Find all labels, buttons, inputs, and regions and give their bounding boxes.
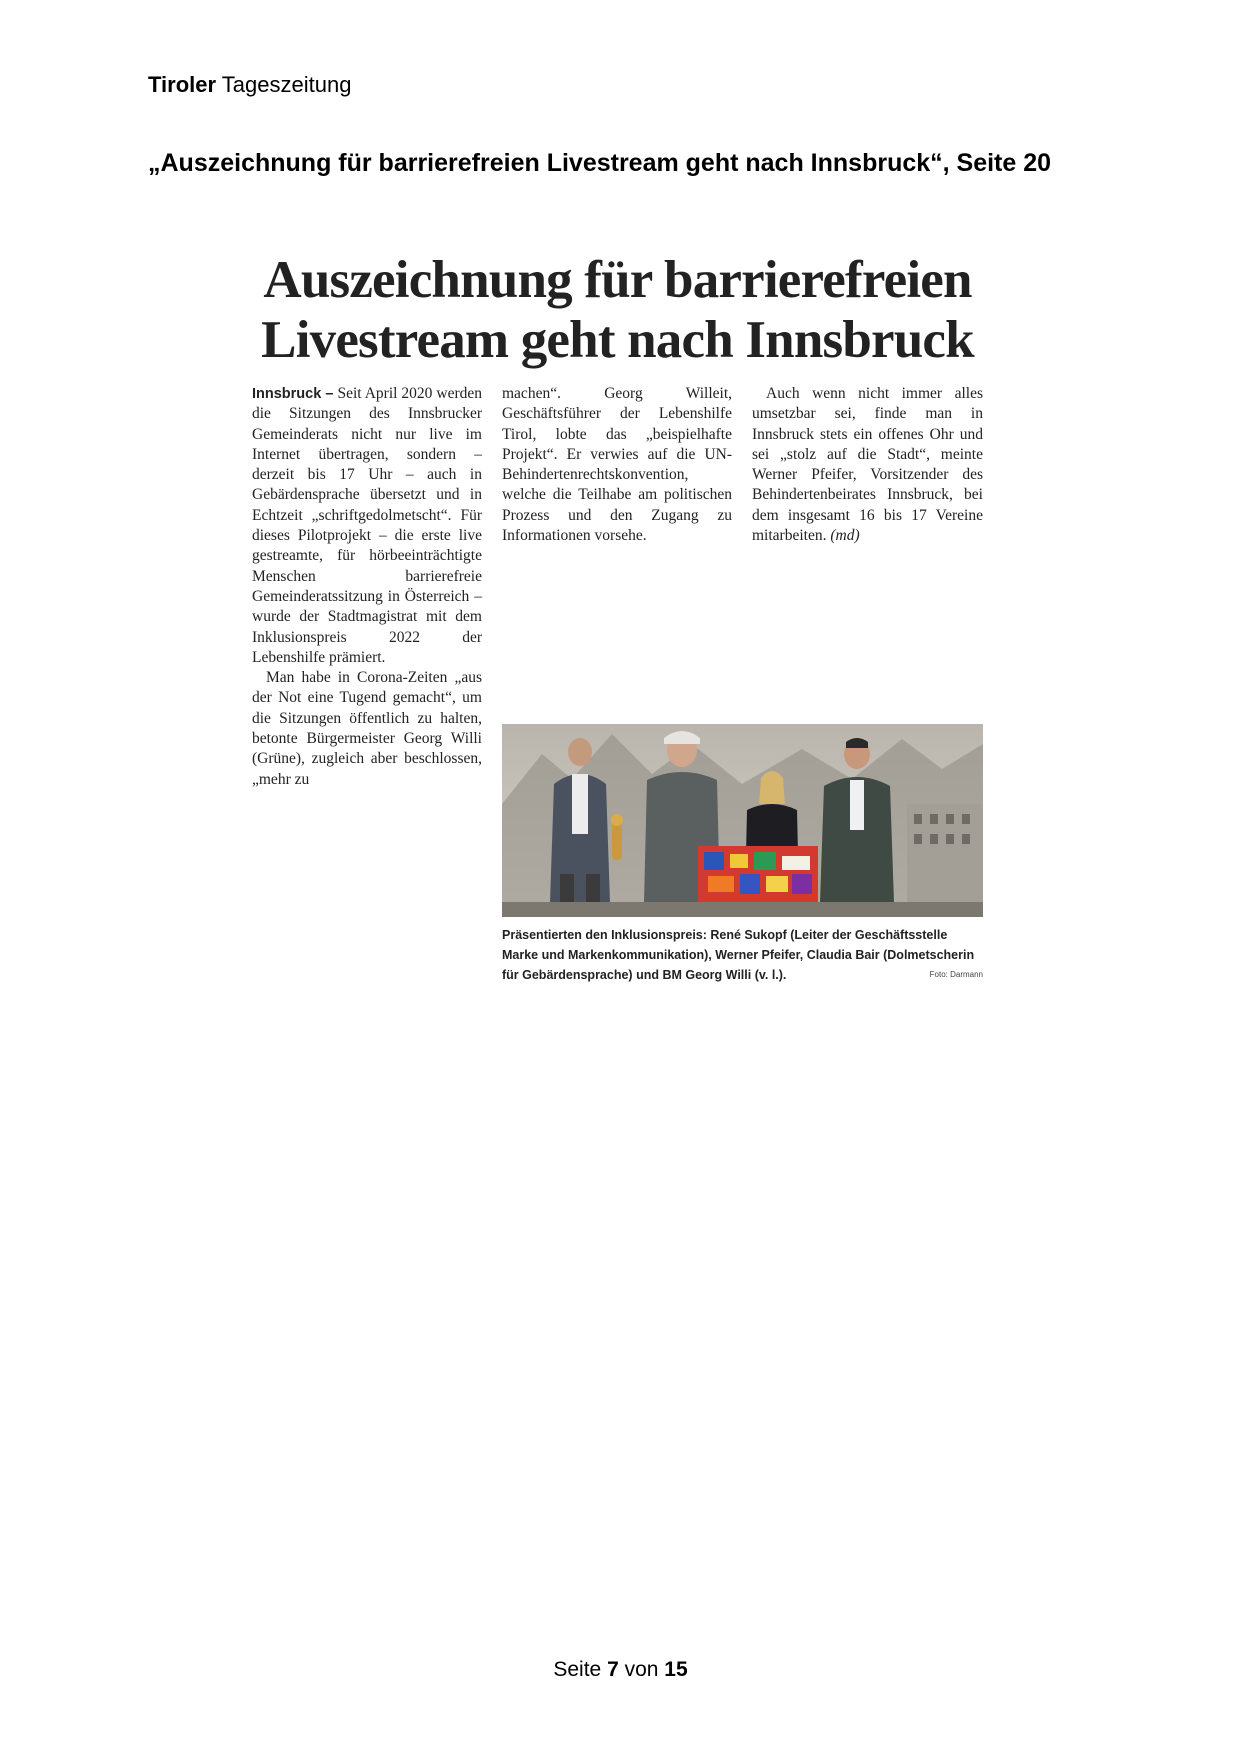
page-total: 15 [664, 1658, 688, 1681]
article-paragraph: machen“. Georg Willeit, Geschäftsführer der Lebenshilfe Tirol, lobte das „beispielhafte Projekt“. Er verwies auf die UN-Behindertenrechtskonvention, welche die Teilhabe am politischen Prozess und den Zugang zu Informationen vorsehe. [502, 385, 732, 545]
newspaper-clipping [252, 250, 983, 982]
article-photo [502, 724, 983, 917]
document-title: „Auszeichnung für barrierefreien Livestream geht nach Innsbruck“, Seite 20 [148, 149, 1052, 177]
article-text: Auch wenn nicht immer alles umsetzbar sei, finde man in Innsbruck stets ein offenes Ohr und sei „stolz auf die Stadt“, meinte Werner Pfeifer, Vorsitzender des Behindertenbeirates Innsbruck, bei dem insgesamt 16 bis 17 Vereine mitarbeiten. [752, 385, 983, 545]
dateline: Innsbruck – [252, 386, 334, 402]
photo-illustration [502, 724, 983, 917]
trophy [611, 814, 623, 860]
masthead [148, 72, 351, 98]
photo-credit: Foto: Darmann [929, 970, 983, 979]
author-signoff: (md) [830, 527, 860, 545]
caption-text: Präsentierten den Inklusionspreis: René Sukopf (Leiter der Geschäftsstelle Marke und Markenkommunikation), Werner Pfeifer, Claudia Bair (Dolmetscherin für Gebärdensprache) und BM Georg Willi (v. l.). [502, 928, 975, 982]
page-current: 7 [607, 1658, 619, 1681]
floor [502, 902, 983, 917]
page-prefix: Seite [553, 1658, 602, 1681]
article-paragraph: Man habe in Corona-Zeiten „aus der Not eine Tugend gemacht“, um die Sitzungen öffentlich zu halten, betonte Bürgermeister Georg Willi (Grüne), zugleich aber beschlossen, „mehr zu [252, 669, 482, 788]
page-separator: von [624, 1658, 659, 1681]
article-text: Seit April 2020 werden die Sitzungen des Innsbrucker Gemeinderats nicht nur live im Internet übertragen, sondern – derzeit bis 17 Uhr – auch in Gebärdensprache übersetzt und in Echtzeit „schriftgedolmetscht“. Für dieses Pilotprojekt – die erste live gestreamte, für hörbeeinträchtigte Menschen barrierefreie Gemeinderatssitzung in Österreich – wurde der Stadtmagistrat mit dem Inklusionspreis 2022 der Lebenshilfe prämiert. [252, 385, 483, 666]
article-column-1 [252, 384, 482, 790]
masthead-bold: Tiroler [148, 72, 217, 97]
article-column-2 [502, 384, 732, 546]
article-headline: Auszeichnung für barrierefreien Livestream geht nach Innsbruck [261, 251, 974, 369]
painting [698, 846, 818, 902]
masthead-regular: Tageszeitung [221, 72, 352, 97]
page-footer [0, 1658, 1241, 1682]
photo-caption [502, 925, 983, 985]
article-paragraph [752, 384, 983, 546]
article-paragraph [252, 384, 482, 668]
article-column-3 [752, 384, 983, 546]
